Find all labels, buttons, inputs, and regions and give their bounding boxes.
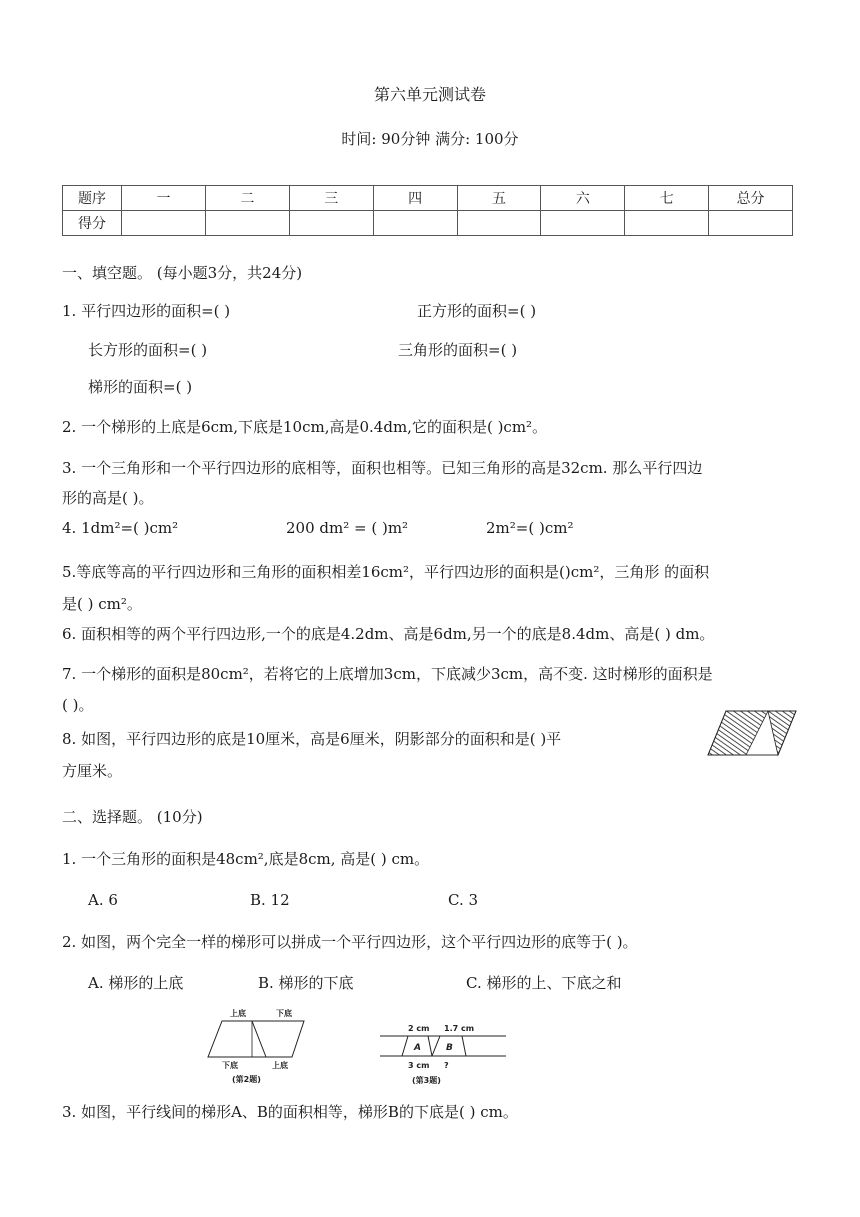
- question-text: 4. 1dm²=( )cm²: [62, 519, 179, 537]
- table-cell: 六: [541, 186, 625, 211]
- score-cell[interactable]: [541, 211, 625, 236]
- figure-label: 2 cm: [408, 1024, 430, 1033]
- option-c[interactable]: C. 梯形的上、下底之和: [466, 974, 622, 992]
- question-text: 梯形的面积=( ): [88, 378, 193, 396]
- question-text: 2m²=( )cm²: [486, 519, 574, 537]
- question-text: 3. 如图，平行线间的梯形A、B的面积相等，梯形B的下底是( ) cm。: [62, 1103, 518, 1121]
- parallelogram-figure: [706, 707, 800, 759]
- figure-label: 上底: [272, 1061, 288, 1070]
- question-text: 2. 一个梯形的上底是6cm,下底是10cm,高是0.4dm,它的面积是( )cm²。: [62, 418, 548, 436]
- score-cell[interactable]: [289, 211, 373, 236]
- section-heading: 一、填空题。 (每小题3分，共24分): [62, 264, 303, 282]
- table-cell: 七: [625, 186, 709, 211]
- option-c[interactable]: C. 3: [448, 891, 479, 909]
- figure-label: 下底: [222, 1061, 238, 1070]
- question-text: 5.等底等高的平行四边形和三角形的面积相差16cm²，平行四边形的面积是()cm²，三角形 的面积: [62, 563, 710, 581]
- figure-label: 下底: [276, 1009, 292, 1018]
- figure-label: A: [414, 1043, 421, 1053]
- trapezoid-figure-2: [200, 1005, 310, 1087]
- figure-caption: (第3题): [412, 1076, 441, 1085]
- question-text: 8. 如图，平行四边形的底是10厘米，高是6厘米，阴影部分的面积和是( )平: [62, 730, 562, 748]
- table-cell: 总分: [709, 186, 793, 211]
- figure-caption: (第2题): [232, 1075, 261, 1084]
- question-text: 三角形的面积=( ): [398, 341, 518, 359]
- option-a[interactable]: A. 梯形的上底: [88, 974, 184, 992]
- figure-label: 1.7 cm: [444, 1024, 475, 1033]
- question-text: 200 dm² = ( )m²: [286, 519, 409, 537]
- question-text: ( )。: [62, 696, 94, 714]
- option-b[interactable]: B. 梯形的下底: [258, 974, 354, 992]
- table-cell: 一: [122, 186, 206, 211]
- figure-label: 上底: [230, 1009, 246, 1018]
- score-cell[interactable]: [122, 211, 206, 236]
- figure-label: 3 cm: [408, 1061, 430, 1070]
- option-a[interactable]: A. 6: [88, 891, 118, 909]
- section-heading: 二、选择题。 (10分): [62, 808, 203, 826]
- question-text: 7. 一个梯形的面积是80cm²，若将它的上底增加3cm，下底减少3cm，高不变. 这时梯形的面积是: [62, 665, 713, 683]
- question-text: 1. 一个三角形的面积是48cm²,底是8cm, 高是( ) cm。: [62, 850, 430, 868]
- table-cell: 二: [205, 186, 289, 211]
- figure-label: B: [446, 1043, 453, 1053]
- table-cell: 五: [457, 186, 541, 211]
- question-text: 是( ) cm²。: [62, 595, 142, 613]
- question-text: 形的高是( )。: [62, 489, 154, 507]
- question-text: 方厘米。: [62, 762, 123, 780]
- table-cell: 三: [289, 186, 373, 211]
- question-text: 1. 平行四边形的面积=( ): [62, 302, 231, 320]
- option-b[interactable]: B. 12: [250, 891, 290, 909]
- page-title: 第六单元测试卷: [373, 85, 486, 104]
- question-text: 2. 如图，两个完全一样的梯形可以拼成一个平行四边形，这个平行四边形的底等于( )。: [62, 933, 638, 951]
- score-table-score-row: [63, 211, 793, 236]
- question-text: 3. 一个三角形和一个平行四边形的底相等，面积也相等。已知三角形的高是32cm. 那么平行四边: [62, 459, 703, 477]
- score-table-header-row: [63, 186, 793, 211]
- question-text: 正方形的面积=( ): [417, 302, 537, 320]
- question-text: 6. 面积相等的两个平行四边形,一个的底是4.2dm、高是6dm,另一个的底是8.4dm、高是( ) dm。: [62, 625, 715, 643]
- score-cell[interactable]: [457, 211, 541, 236]
- table-cell: 题序: [63, 186, 122, 211]
- score-table: [62, 185, 793, 236]
- trapezoid-figure-3: [378, 1020, 508, 1090]
- table-cell: 得分: [63, 211, 122, 236]
- figure-label: ?: [444, 1061, 449, 1070]
- table-cell: 四: [373, 186, 457, 211]
- score-cell[interactable]: [373, 211, 457, 236]
- score-cell[interactable]: [709, 211, 793, 236]
- score-cell[interactable]: [205, 211, 289, 236]
- question-text: 长方形的面积=( ): [88, 341, 208, 359]
- exam-info: 时间: 90分钟 满分: 100分: [341, 130, 519, 148]
- score-cell[interactable]: [625, 211, 709, 236]
